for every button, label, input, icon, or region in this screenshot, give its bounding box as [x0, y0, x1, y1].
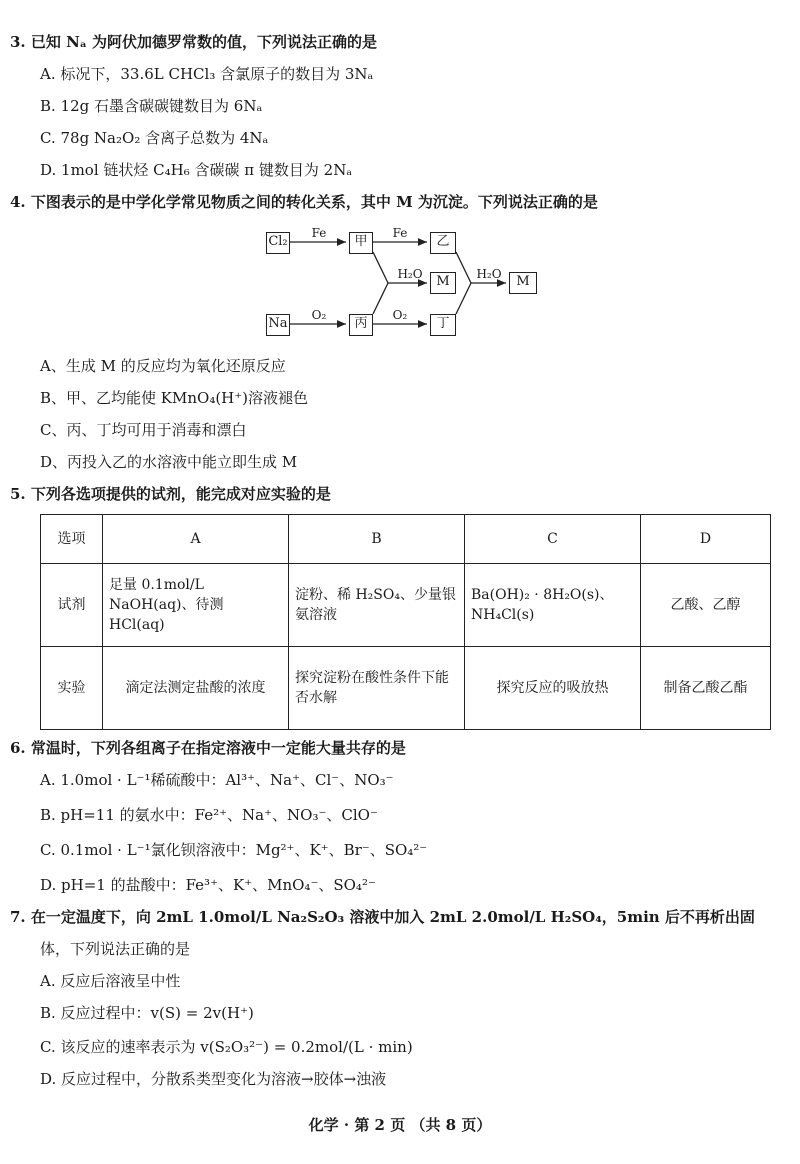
q6-stem: 6. 常温时，下列各组离子在指定溶液中一定能大量共存的是 — [10, 739, 406, 757]
box-ding: 丁 — [430, 314, 456, 336]
q3-option-d: D. 1mol 链状烃 C₄H₆ 含碳碳 π 键数目为 2Nₐ — [40, 161, 353, 179]
q6-option-b: B. pH=11 的氨水中：Fe²⁺、Na⁺、NO₃⁻、ClO⁻ — [40, 806, 378, 824]
q7-stem-line1: 7. 在一定温度下，向 2mL 1.0mol/L Na₂S₂O₃ 溶液中加入 2mL 2.0mol/L H₂SO₄，5min 后不再析出固 — [10, 908, 755, 926]
page-footer: 化学 · 第 2 页 （共 8 页） — [308, 1116, 492, 1134]
q6-option-c: C. 0.1mol · L⁻¹氯化钡溶液中：Mg²⁺、K⁺、Br⁻、SO₄²⁻ — [40, 841, 428, 859]
table-header-row — [41, 515, 771, 564]
q4-option-d: D、丙投入乙的水溶液中能立即生成 M — [40, 453, 298, 471]
label-o2-2: O₂ — [392, 308, 408, 322]
table-cell: 乙酸、乙醇 — [641, 564, 771, 647]
box-jia: 甲 — [349, 232, 373, 254]
q3-stem: 3. 已知 Nₐ 为阿伏加德罗常数的值，下列说法正确的是 — [10, 33, 378, 51]
conversion-diagram — [260, 222, 560, 342]
q7-option-b: B. 反应过程中：v(S) = 2v(H⁺) — [40, 1004, 254, 1022]
box-yi: 乙 — [430, 232, 456, 254]
q3-option-b: B. 12g 石墨含碳碳键数目为 6Nₐ — [40, 97, 263, 115]
q6-option-d: D. pH=1 的盐酸中：Fe³⁺、K⁺、MnO₄⁻、SO₄²⁻ — [40, 876, 376, 894]
box-bing: 丙 — [349, 314, 373, 336]
row-label: 试剂 — [41, 564, 103, 647]
table-cell: 淀粉、稀 H₂SO₄、少量银氨溶液 — [289, 564, 465, 647]
q4-option-a: A、生成 M 的反应均为氧化还原反应 — [40, 357, 286, 375]
q6-option-a: A. 1.0mol · L⁻¹稀硫酸中：Al³⁺、Na⁺、Cl⁻、NO₃⁻ — [40, 771, 394, 789]
table-cell: 探究淀粉在酸性条件下能否水解 — [289, 647, 465, 730]
header-cell: B — [289, 515, 465, 564]
label-h2o-2: H₂O — [476, 267, 502, 281]
table-cell: 足量 0.1mol/L NaOH(aq)、待测 HCl(aq) — [103, 564, 289, 647]
table-cell: 滴定法测定盐酸的浓度 — [103, 647, 289, 730]
q4-option-c: C、丙、丁均可用于消毒和漂白 — [40, 421, 247, 439]
q7-option-a: A. 反应后溶液呈中性 — [40, 972, 181, 990]
q7-stem-line2: 体，下列说法正确的是 — [40, 940, 191, 958]
label-fe-1: Fe — [311, 226, 327, 240]
q3-option-c: C. 78g Na₂O₂ 含离子总数为 4Nₐ — [40, 129, 269, 147]
q4-option-b: B、甲、乙均能使 KMnO₄(H⁺)溶液褪色 — [40, 389, 309, 407]
box-cl2: Cl₂ — [266, 232, 290, 254]
header-cell: D — [641, 515, 771, 564]
table-cell: 制备乙酸乙酯 — [641, 647, 771, 730]
q5-stem: 5. 下列各选项提供的试剂，能完成对应实验的是 — [10, 485, 331, 503]
box-na: Na — [266, 314, 290, 336]
q3-option-a: A. 标况下，33.6L CHCl₃ 含氯原子的数目为 3Nₐ — [40, 65, 374, 83]
label-h2o-1: H₂O — [397, 267, 423, 281]
q5-table — [40, 514, 771, 730]
table-row — [41, 647, 771, 730]
header-cell: A — [103, 515, 289, 564]
label-fe-2: Fe — [392, 226, 408, 240]
row-label: 实验 — [41, 647, 103, 730]
box-m-right: M — [509, 272, 537, 294]
box-m-mid: M — [430, 272, 456, 294]
q4-stem: 4. 下图表示的是中学化学常见物质之间的转化关系，其中 M 为沉淀。下列说法正确的是 — [10, 193, 598, 211]
header-cell: 选项 — [41, 515, 103, 564]
label-o2-1: O₂ — [311, 308, 327, 322]
q7-option-d: D. 反应过程中，分散系类型变化为溶液→胶体→浊液 — [40, 1070, 387, 1088]
table-row — [41, 564, 771, 647]
table-cell: Ba(OH)₂ · 8H₂O(s)、NH₄Cl(s) — [465, 564, 641, 647]
table-cell: 探究反应的吸放热 — [465, 647, 641, 730]
q7-option-c: C. 该反应的速率表示为 v(S₂O₃²⁻) = 0.2mol/(L · min) — [40, 1038, 413, 1056]
header-cell: C — [465, 515, 641, 564]
